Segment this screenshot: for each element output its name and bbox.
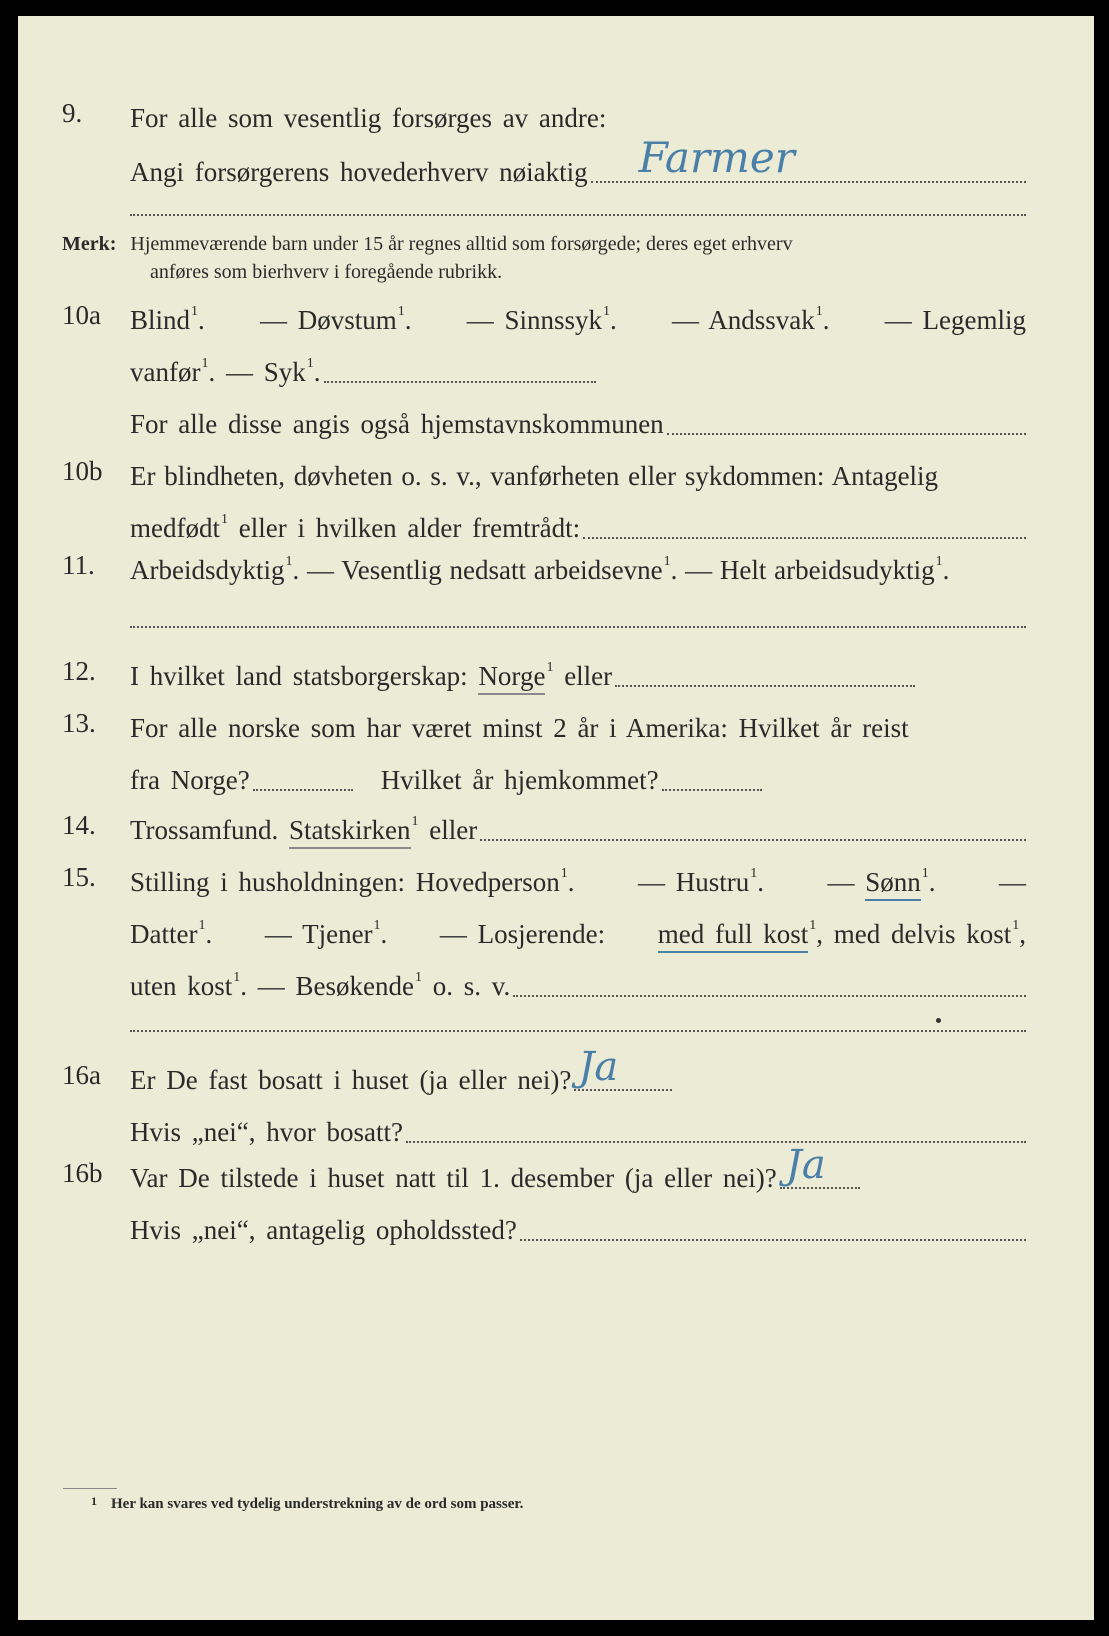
q9-handwritten-answer: Farmer [638, 133, 795, 182]
q15-datter: Datter$^1$. [130, 918, 213, 949]
q10a-blind: Blind$^1$. [130, 304, 205, 335]
q16a-text2: Hvis „nei“, hvor bosatt? [130, 1117, 403, 1147]
q15-sonn-underlined: Sønn [865, 867, 921, 901]
q9-text2: Angi forsørgerens hovederhverv nøiaktig [130, 157, 588, 187]
footnote-text: Her kan svares ved tydelig understrekning av de ord som passer. [111, 1496, 524, 1512]
q10b-line1 [130, 446, 1026, 490]
merk-text1: Hjemmeværende barn under 15 år regnes alltid som forsørgede; deres eget erhverv [130, 233, 793, 255]
q9-answer-field[interactable] [591, 133, 1026, 183]
q10b-text1: Er blindheten, døvheten o. s. v., vanførheten eller sykdommen: Antagelig [130, 461, 939, 491]
q10a-line3 [130, 394, 1026, 438]
q16b-text1: Var De tilstede i huset natt til 1. desember (ja eller nei)? [130, 1163, 777, 1193]
q10a-vanfor: vanfør$^1$. — Syk$^1$. [130, 356, 321, 387]
q10b-text2: medfødt$^1$ eller i hvilken alder fremtrådt: [130, 512, 581, 543]
q13-line1 [130, 698, 1026, 742]
q15-hustru: — Hustru$^1$. [637, 866, 764, 897]
q16b-field2[interactable] [520, 1239, 1026, 1241]
q10a-text3: For alle disse angis også hjemstavnskommunen [130, 409, 664, 439]
q16b-number: 16b [62, 1158, 103, 1188]
q10a-line1 [130, 290, 1026, 334]
q15-number: 15. [62, 862, 96, 892]
q13-text2b: Hvilket år hjemkommet? [380, 765, 659, 795]
q10a-andssvak: — Andssvak$^1$. [672, 304, 830, 335]
q15-full-kost: med full kost$^1$, med delvis kost$^1$, [658, 921, 1026, 948]
q11-arbeidsdyktig: Arbeidsdyktig$^1$. — Vesentlig nedsatt arbeidsevne$^1$. — Helt arbeidsudyktig$^1$. [130, 554, 950, 585]
q15-tjener: — Tjener$^1$. [264, 918, 388, 949]
q14-number: 14. [62, 810, 96, 840]
q13-text1: For alle norske som har været minst 2 år i Amerika: Hvilket år reist [130, 713, 909, 743]
q14-line1 [130, 800, 1026, 844]
q13-line2 [130, 750, 1026, 794]
q9-line2 [130, 133, 1026, 187]
q12-norge-underlined: Norge [478, 661, 545, 695]
q14-field[interactable] [480, 839, 1026, 841]
q12-number: 12. [62, 656, 96, 686]
q12-field[interactable] [615, 685, 915, 687]
q10a-line2 [130, 342, 1026, 386]
q10a-sinnssyk: — Sinnssyk$^1$. [466, 304, 617, 335]
q9-text1: For alle som vesentlig forsørges av andre: [130, 103, 607, 133]
q9-number: 9. [62, 98, 83, 128]
q10b-number: 10b [62, 456, 103, 486]
q15-text3: uten kost$^1$. — Besøkende$^1$ o. s. v. [130, 970, 511, 1001]
footnote-rule [63, 1488, 117, 1489]
merk-note [62, 230, 1026, 286]
q10a-legemlig: — Legemlig [884, 305, 1026, 335]
q13-text2a: fra Norge? [130, 765, 250, 795]
q15-line3 [130, 956, 1026, 1000]
q15-hovedperson: Stilling i husholdningen: Hovedperson$^1$. [130, 866, 575, 897]
q15-line1 [130, 852, 1026, 896]
q10a-dovstum: — Døvstum$^1$. [260, 304, 412, 335]
q11-number: 11. [62, 550, 95, 580]
q13-field2[interactable] [662, 789, 762, 791]
footnote [90, 1496, 523, 1513]
q14-text: Trossamfund. Statskirken$^1$ eller [130, 817, 477, 844]
q15-sonn: — Sønn$^1$. [827, 869, 935, 896]
q12-line1 [130, 646, 1026, 690]
q16b-text2: Hvis „nei“, antagelig opholdssted? [130, 1215, 517, 1245]
q10b-line2 [130, 498, 1026, 542]
q10a-field1[interactable] [324, 381, 596, 383]
q15-line2 [130, 904, 1026, 948]
merk-text2: anføres som bierhverv i foregående rubrikk. [150, 261, 503, 283]
q16b-line2 [130, 1200, 1026, 1244]
merk-label: Merk: [62, 233, 117, 255]
q15-losjerende: — Losjerende: [439, 919, 606, 949]
q15-dash: — [998, 867, 1026, 897]
q9-extra-line [130, 214, 1026, 216]
q16a-number: 16a [62, 1060, 101, 1090]
q16a-answer-field[interactable] [574, 1044, 672, 1091]
q16a-field2[interactable] [406, 1141, 1026, 1143]
footnote-marker: 1 [91, 1494, 97, 1508]
q16a-line1 [130, 1044, 1026, 1095]
q12-text: I hvilket land statsborgerskap: Norge$^1$ eller [130, 663, 612, 690]
q13-number: 13. [62, 708, 96, 738]
q15-field[interactable] [513, 995, 1026, 997]
q9-line1 [130, 88, 1026, 132]
census-form-page [18, 16, 1094, 1620]
q15-full-kost-underlined: med full kost [658, 919, 809, 953]
q16a-line2 [130, 1102, 1026, 1146]
q16b-answer-field[interactable] [780, 1142, 860, 1189]
q10a-field2[interactable] [667, 433, 1026, 435]
q15-extra-line[interactable] [130, 1030, 1026, 1032]
q10b-field[interactable] [583, 537, 1026, 539]
q10a-number: 10a [62, 300, 101, 330]
q11-line1 [130, 540, 1026, 584]
q14-statskirken-underlined: Statskirken [289, 815, 411, 849]
q16a-handwritten-answer: Ja [578, 1044, 619, 1090]
q16b-line1 [130, 1142, 1026, 1193]
q16a-text1: Er De fast bosatt i huset (ja eller nei)? [130, 1065, 572, 1095]
q16b-handwritten-answer: Ja [785, 1142, 826, 1188]
ink-dot [936, 1018, 941, 1023]
q13-field1[interactable] [253, 789, 353, 791]
q11-field[interactable] [130, 626, 1026, 628]
